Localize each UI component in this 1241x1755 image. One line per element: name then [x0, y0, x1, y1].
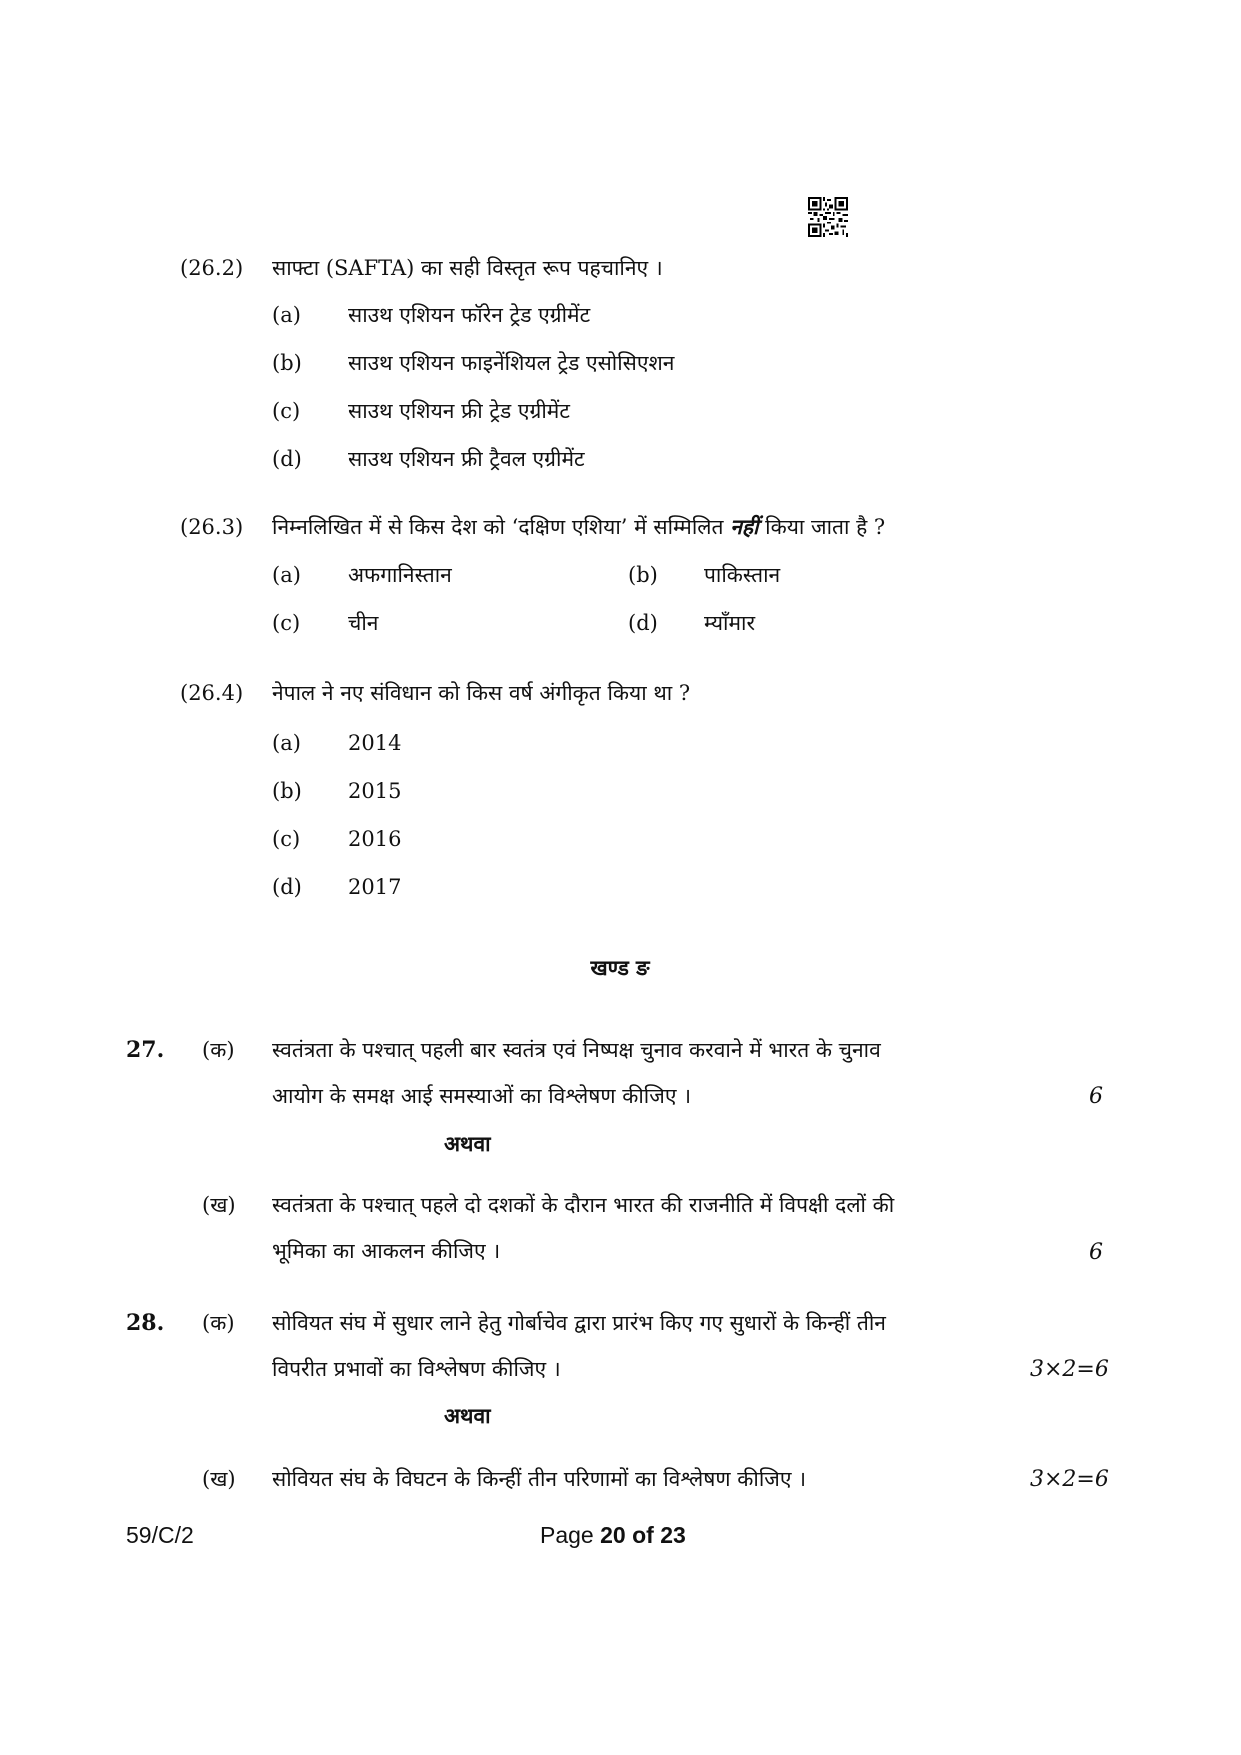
- option-label: (c): [272, 827, 301, 851]
- question-28-a-line1: सोवियत संघ में सुधार लाने हेतु गोर्बाचेव द्वारा प्रारंभ किए गए सुधारों के किन्हीं तीन: [272, 1311, 886, 1335]
- question-27-a-line2: आयोग के समक्ष आई समस्याओं का विश्लेषण कीजिए ।: [272, 1084, 692, 1108]
- option-text: साउथ एशियन फॉरेन ट्रेड एग्रीमेंट: [348, 303, 591, 327]
- option-text: साउथ एशियन फ्री ट्रेड एग्रीमेंट: [348, 399, 570, 423]
- question-27-a-marks: 6: [1089, 1084, 1103, 1109]
- option-label: (c): [272, 611, 301, 635]
- option-label: (a): [272, 563, 301, 587]
- page-total: 23: [660, 1522, 686, 1548]
- question-26-4-label: (26.4): [180, 681, 244, 705]
- qr-code-icon: [808, 197, 848, 241]
- option-text: चीन: [348, 611, 379, 635]
- option-label: (d): [272, 447, 302, 471]
- option-label: (b): [272, 779, 302, 803]
- option-text: पाकिस्तान: [704, 563, 781, 587]
- option-text: साउथ एशियन फाइनेंशियल ट्रेड एसोसिएशन: [348, 351, 675, 375]
- or-separator: अथवा: [444, 1403, 491, 1428]
- question-28-b-marks: 3×2=6: [1030, 1467, 1109, 1492]
- option-label: (a): [272, 303, 301, 327]
- option-label: (a): [272, 731, 301, 755]
- page-of: of: [625, 1522, 661, 1548]
- option-label: (c): [272, 399, 301, 423]
- question-27-b-label: (ख): [202, 1193, 236, 1217]
- or-separator: अथवा: [444, 1131, 491, 1156]
- question-28-b-label: (ख): [202, 1467, 236, 1491]
- option-text: 2015: [348, 779, 402, 803]
- option-text: 2017: [348, 875, 402, 899]
- question-26-4-text: नेपाल ने नए संविधान को किस वर्ष अंगीकृत किया था ?: [272, 681, 691, 705]
- question-26-3-text-part1: निम्नलिखित में से किस देश को ‘दक्षिण एशिया’ में सम्मिलित: [272, 515, 724, 539]
- option-label: (d): [272, 875, 302, 899]
- question-27-b-line1: स्वतंत्रता के पश्चात् पहले दो दशकों के दौरान भारत की राजनीति में विपक्षी दलों की: [272, 1193, 895, 1217]
- question-27-a-label: (क): [202, 1038, 235, 1062]
- option-text: 2016: [348, 827, 402, 851]
- question-26-3-label: (26.3): [180, 515, 244, 539]
- page-current: 20: [600, 1522, 626, 1548]
- question-26-2-text: साफ्टा (SAFTA) का सही विस्तृत रूप पहचानिए ।: [272, 256, 663, 280]
- section-title: खण्ड ङ: [590, 955, 650, 980]
- option-text: म्याँमार: [704, 611, 756, 635]
- option-text: साउथ एशियन फ्री ट्रैवल एग्रीमेंट: [348, 447, 585, 471]
- question-28-b-line1: सोवियत संघ के विघटन के किन्हीं तीन परिणामों का विश्लेषण कीजिए ।: [272, 1467, 807, 1491]
- question-27-b-line2: भूमिका का आकलन कीजिए ।: [272, 1239, 501, 1263]
- question-27-a-line1: स्वतंत्रता के पश्चात् पहली बार स्वतंत्र एवं निष्पक्ष चुनाव करवाने में भारत के चुनाव: [272, 1038, 881, 1062]
- question-28-a-line2: विपरीत प्रभावों का विश्लेषण कीजिए ।: [272, 1357, 561, 1381]
- page-number: [540, 1522, 686, 1549]
- question-27-number: 27.: [126, 1037, 165, 1063]
- option-label: (b): [272, 351, 302, 375]
- question-26-3-text: [272, 514, 885, 540]
- question-26-3-text-part2: किया जाता है ?: [765, 515, 886, 539]
- question-27-b-marks: 6: [1089, 1240, 1103, 1265]
- paper-code: 59/C/2: [126, 1522, 194, 1548]
- question-28-a-label: (क): [202, 1311, 235, 1335]
- question-28-number: 28.: [126, 1310, 165, 1336]
- option-text: 2014: [348, 731, 402, 755]
- question-26-2-label: (26.2): [180, 256, 244, 280]
- option-text: अफगानिस्तान: [348, 563, 452, 587]
- option-label: (b): [628, 563, 658, 587]
- question-28-a-marks: 3×2=6: [1030, 1357, 1109, 1382]
- question-26-3-emphasis: नहीं: [730, 514, 759, 539]
- page-prefix: Page: [540, 1522, 601, 1548]
- option-label: (d): [628, 611, 658, 635]
